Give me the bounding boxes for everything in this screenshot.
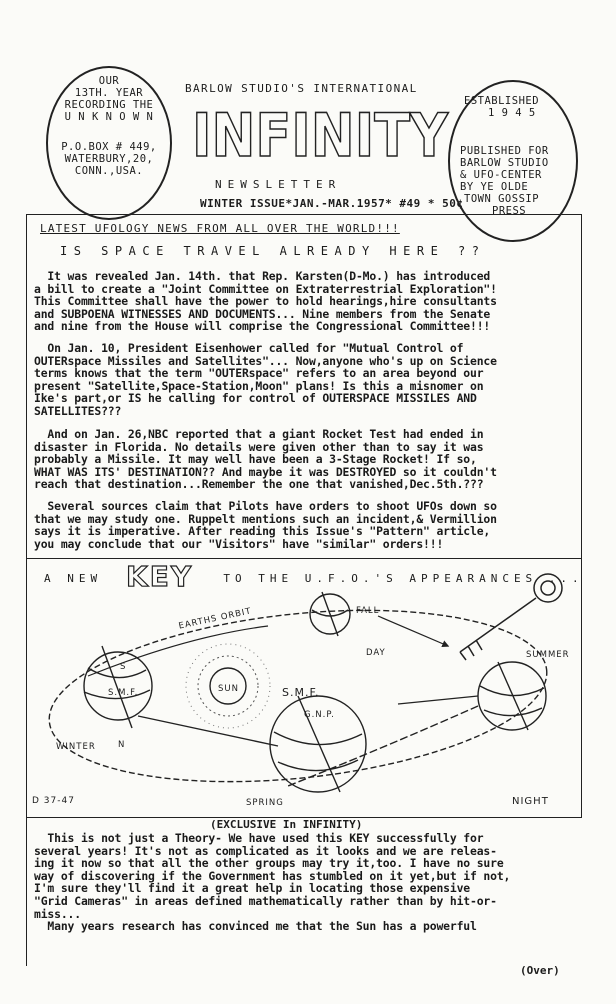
left-oval-line: 13TH. YEAR bbox=[74, 87, 144, 99]
infinity-logo bbox=[190, 101, 452, 171]
label-smf-center: S.M.F. bbox=[282, 686, 320, 699]
orbit-diagram bbox=[28, 596, 578, 814]
label-n: N bbox=[118, 740, 126, 750]
label-s: S bbox=[120, 662, 127, 672]
label-fall: FALL bbox=[356, 606, 380, 616]
publisher-line: BY YE OLDE bbox=[460, 181, 529, 193]
left-oval-line: OUR bbox=[98, 75, 120, 87]
key-title-a-new: A NEW bbox=[44, 572, 103, 585]
earth-winter-icon bbox=[84, 646, 152, 728]
key-title-rest: TO THE U.F.O.'S APPEARANCES ... bbox=[223, 572, 584, 585]
publisher-line: PUBLISHED FOR bbox=[460, 145, 549, 157]
logo-text: INFINITY bbox=[192, 101, 450, 171]
left-oval-line: RECORDING THE bbox=[64, 99, 154, 111]
label-spring: SPRING bbox=[246, 798, 284, 808]
label-night: NIGHT bbox=[512, 796, 549, 807]
publisher-line: & UFO-CENTER bbox=[460, 169, 542, 181]
label-winter: WINTER bbox=[56, 742, 96, 752]
established-label: ESTABLISHED bbox=[464, 95, 540, 107]
publisher-line: PRESS bbox=[492, 205, 527, 217]
publisher-line: BARLOW STUDIO bbox=[460, 157, 549, 169]
address-line: WATERBURY,20, bbox=[64, 153, 154, 165]
exclusive-label: (EXCLUSIVE In INFINITY) bbox=[210, 818, 363, 831]
headline: IS SPACE TRAVEL ALREADY HERE ?? bbox=[60, 244, 486, 258]
paragraph: On Jan. 10, President Eisenhower called for "Mutual Control of OUTERspace Missiles and Satellites"... Now,anyone who's up on Science terms knows that the term "OUTERspace" refers to an area beyond our present "Satellite,Space-Station,Moon" plans! Is this a misnomer on Ike's part,or IS he calling for control of OUTERSPACE MISSILES AND SATELLITES??? bbox=[34, 341, 497, 418]
over-label: (Over) bbox=[520, 964, 560, 977]
publisher-line: TOWN GOSSIP bbox=[464, 193, 540, 205]
label-summer: SUMMER bbox=[526, 650, 570, 660]
issue-line: WINTER ISSUE*JAN.-MAR.1957* #49 * 50¢ bbox=[200, 197, 464, 210]
newsletter-label: NEWSLETTER bbox=[215, 178, 342, 191]
earth-fall-icon bbox=[310, 592, 350, 636]
label-gnp: G.N.P. bbox=[304, 710, 335, 720]
address-line: P.O.BOX # 449, bbox=[61, 141, 157, 153]
closing-paragraph: This is not just a Theory- We have used this KEY successfully for several years! It's not as complicated as it looks and we are releas- ing it now so that all the other groups may try it,too. I have no sure way of discovering if the Government has stumbled on it yet,but if not, I'm sure they'll find it a great help in locating those expensive "Grid Cameras" in areas defined mathematically rather than by hit-or- miss... Many years research has convinced me that the Sun has a powerful bbox=[34, 831, 511, 934]
left-oval-badge bbox=[46, 66, 172, 220]
label-smf-left: S.M.F. bbox=[108, 688, 139, 698]
artist-signature: D 37-47 bbox=[32, 796, 75, 806]
label-earths-orbit: EARTHS ORBIT bbox=[177, 606, 253, 632]
earth-summer-icon bbox=[478, 662, 546, 730]
paragraph: And on Jan. 26,NBC reported that a giant Rocket Test had ended in disaster in Florida. No details were given other than to say it was probably a Missile. It may well have been a 3-Stage Rocket! If so, WHAT WAS ITS' DESTINATION?? And maybe it was DESTROYED so it couldn't reach that destination...Remember the one that vanished,Dec.5th.??? bbox=[34, 427, 497, 492]
key-title bbox=[44, 572, 584, 585]
section-banner: LATEST UFOLOGY NEWS FROM ALL OVER THE WORLD!!! bbox=[40, 222, 400, 235]
established-year: 1 9 4 5 bbox=[488, 107, 536, 119]
label-sun: SUN bbox=[218, 684, 239, 694]
studio-name: BARLOW STUDIO'S INTERNATIONAL bbox=[185, 82, 418, 95]
key-word: KEY bbox=[126, 560, 194, 593]
label-day: DAY bbox=[366, 648, 386, 658]
left-oval-line: U N K N O W N bbox=[64, 111, 154, 123]
address-line: CONN.,USA. bbox=[74, 165, 144, 177]
paragraph: It was revealed Jan. 14th. that Rep. Karsten(D-Mo.) has introduced a bill to create a "Joint Committee on Extraterrestrial Exploration"! This Committee shall have the power to hold hearings,hire consultants and SUBPOENA WITNESSES AND DOCUMENTS... Nine members from the Senate and nine from the House will comprise the Congressional Committee!!! bbox=[34, 269, 497, 334]
paragraph: Several sources claim that Pilots have orders to shoot UFOs down so that we may study one. Ruppelt mentions such an incident,& Vermillion says it is imperative. After reading this Issue's "Pattern" article, you may conclude that our "Visitors" have "similar" orders!!! bbox=[34, 499, 497, 551]
